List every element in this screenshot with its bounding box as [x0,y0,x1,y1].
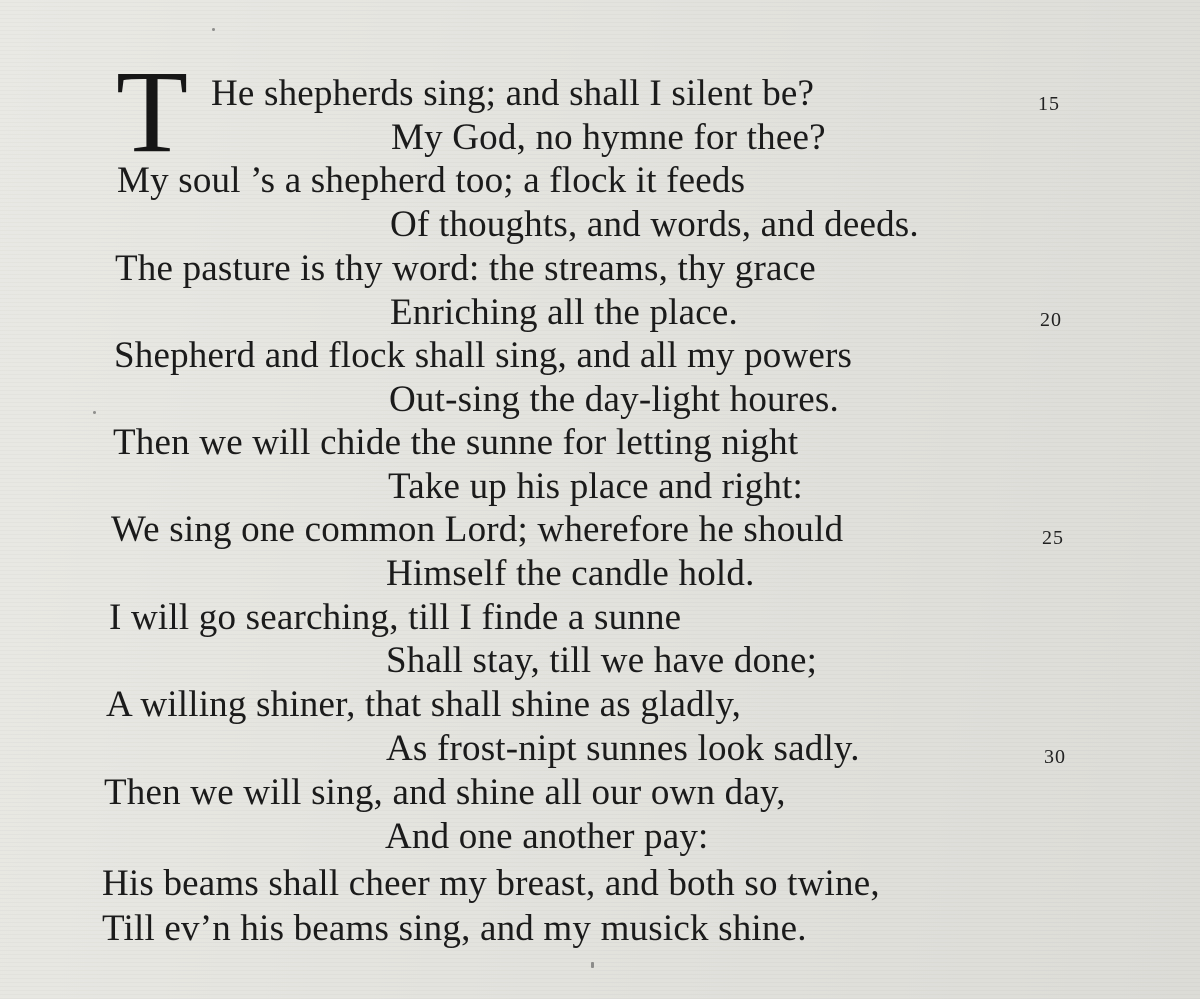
poem-line: Take up his place and right: [388,466,804,507]
paper-speck [212,28,215,31]
poem-line: As frost-nipt sunnes look sadly. [386,728,860,769]
poem-line: Out-sing the day-light houres. [389,379,839,420]
poem-line: And one another pay: [385,816,709,857]
drop-cap: T [116,46,189,177]
line-number: 20 [1040,309,1062,331]
poem-line: Of thoughts, and words, and deeds. [390,204,919,245]
poem-line: A willing shiner, that shall shine as gladly, [106,684,742,725]
poem-line: Shall stay, till we have done; [386,640,818,681]
paper-speck [591,962,594,968]
poem-line: We sing one common Lord; wherefore he should [111,509,844,550]
poem-line: Himself the candle hold. [386,553,755,594]
poem-line: Shepherd and flock shall sing, and all my powers [114,335,853,376]
line-number: 25 [1042,527,1064,549]
poem-line: Enriching all the place. [390,292,738,333]
poem-line: His beams shall cheer my breast, and both so twine, [102,863,880,904]
paper-speck [93,411,96,414]
poem-line: My soul ’s a shepherd too; a flock it feeds [117,160,746,201]
line-number: 30 [1044,746,1066,768]
poem-line: Then we will chide the sunne for letting night [113,422,799,463]
poem-line: The pasture is thy word: the streams, thy grace [115,248,816,289]
poem-line: He shepherds sing; and shall I silent be? [211,73,815,114]
line-number: 15 [1038,93,1060,115]
poem-line: My God, no hymne for thee? [391,117,826,158]
poem-line: Till ev’n his beams sing, and my musick shine. [102,908,807,949]
poem-line: I will go searching, till I finde a sunne [109,597,682,638]
poem-line: Then we will sing, and shine all our own day, [104,772,786,813]
